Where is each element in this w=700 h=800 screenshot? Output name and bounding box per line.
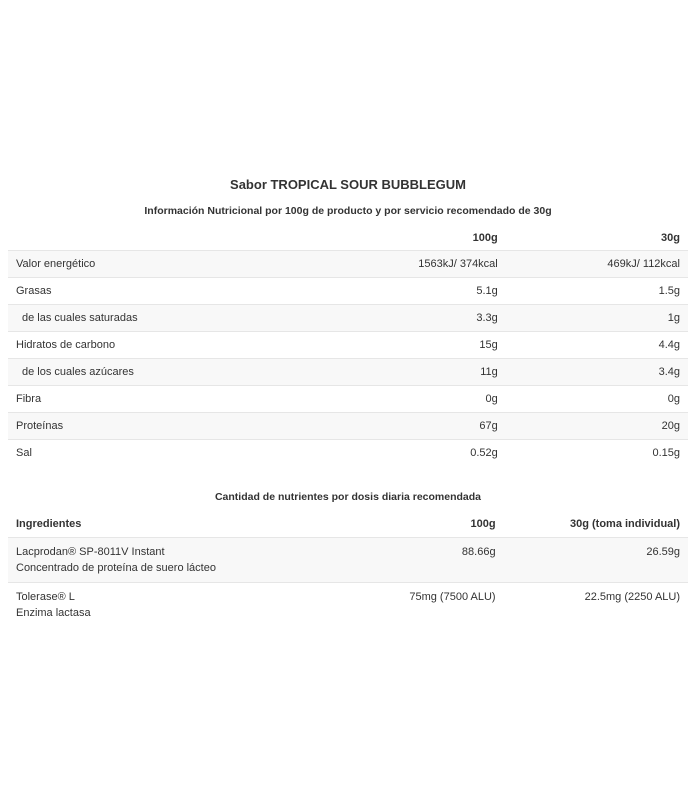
nutrition-header-30g: 30g — [661, 231, 680, 244]
ingredient-value-30g: 26.59g — [504, 538, 688, 583]
nutrient-value-100g: 0.52g — [340, 440, 506, 467]
ingredients-header-row — [8, 511, 688, 538]
nutrient-label: Fibra — [8, 386, 340, 413]
nutrient-value-100g: 1563kJ/ 374kcal — [340, 251, 506, 278]
nutrient-value-30g: 1g — [506, 305, 688, 332]
nutrient-label: Hidratos de carbono — [8, 332, 340, 359]
table-row — [8, 440, 688, 467]
nutrient-label: Grasas — [8, 278, 340, 305]
ingredient-value-100g: 88.66g — [337, 538, 503, 583]
ingredient-description: Concentrado de proteína de suero lácteo — [16, 562, 216, 574]
nutrition-table — [8, 225, 688, 466]
nutrition-header-row — [8, 225, 688, 251]
nutrition-header-label — [8, 225, 340, 251]
table-row — [8, 583, 688, 628]
ingredient-cell — [8, 538, 337, 583]
nutrient-label: Valor energético — [8, 251, 340, 278]
table-row — [8, 251, 688, 278]
table-row — [8, 332, 688, 359]
table-row — [8, 305, 688, 332]
ingredients-header-name: Ingredientes — [8, 511, 337, 538]
ingredient-value-30g: 22.5mg (2250 ALU) — [504, 583, 688, 628]
nutrient-label: Proteínas — [8, 413, 340, 440]
nutrient-label: Sal — [8, 440, 340, 467]
ingredient-name: Tolerase® L — [16, 591, 75, 603]
nutrient-value-30g: 1.5g — [506, 278, 688, 305]
table-row — [8, 538, 688, 583]
nutrient-value-30g: 469kJ/ 112kcal — [506, 251, 688, 278]
nutrient-value-100g: 3.3g — [340, 305, 506, 332]
table-row — [8, 359, 688, 386]
ingredient-description: Enzima lactasa — [16, 607, 91, 619]
nutrient-value-30g: 0.15g — [506, 440, 688, 467]
table-row — [8, 413, 688, 440]
nutrient-label: de los cuales azúcares — [8, 359, 340, 386]
nutrient-label: de las cuales saturadas — [8, 305, 340, 332]
product-flavor-title: Sabor TROPICAL SOUR BUBBLEGUM — [230, 177, 466, 192]
nutrient-value-100g: 11g — [340, 359, 506, 386]
ingredient-cell — [8, 583, 337, 628]
nutrition-header-100g: 100g — [472, 231, 498, 244]
ingredient-value-100g: 75mg (7500 ALU) — [337, 583, 503, 628]
ingredients-header-100g: 100g — [337, 511, 503, 538]
ingredients-header-30g: 30g (toma individual) — [504, 511, 688, 538]
ingredient-name: Lacprodan® SP-8011V Instant — [16, 546, 165, 558]
nutrient-value-30g: 4.4g — [506, 332, 688, 359]
nutrient-value-100g: 5.1g — [340, 278, 506, 305]
table-row — [8, 278, 688, 305]
nutrient-value-30g: 0g — [506, 386, 688, 413]
dose-section-title: Cantidad de nutrientes por dosis diaria recomendada — [214, 491, 482, 503]
nutrient-value-30g: 20g — [506, 413, 688, 440]
nutrient-value-100g: 15g — [340, 332, 506, 359]
ingredients-table — [8, 511, 688, 627]
nutrient-value-100g: 67g — [340, 413, 506, 440]
nutrient-value-30g: 3.4g — [506, 359, 688, 386]
nutrition-subtitle: Información Nutricional por 100g de producto y por servicio recomendado de 30g — [144, 205, 552, 217]
table-row — [8, 386, 688, 413]
nutrient-value-100g: 0g — [340, 386, 506, 413]
